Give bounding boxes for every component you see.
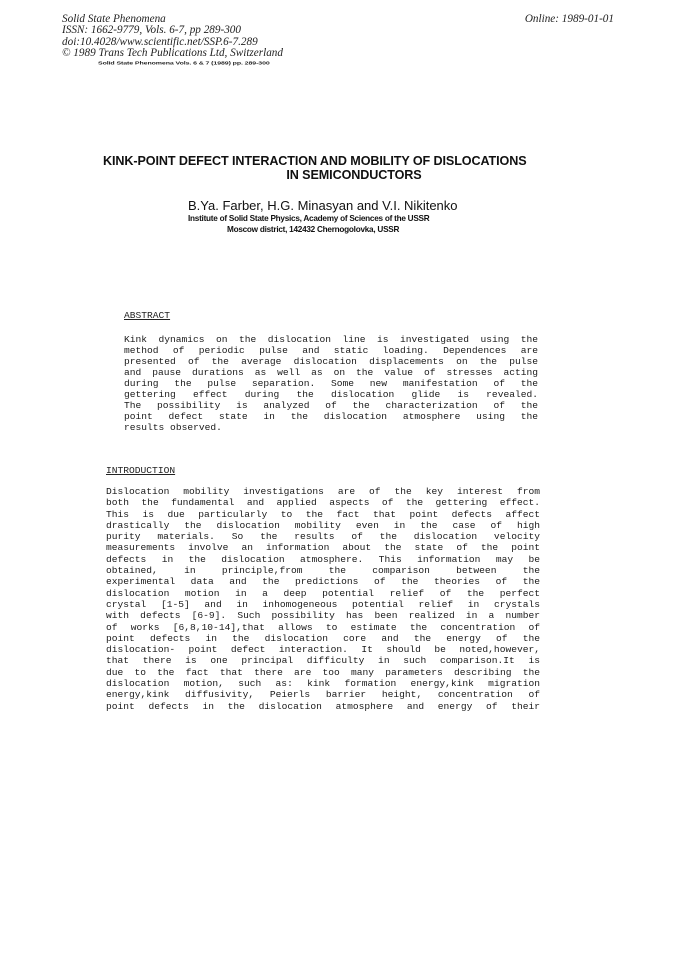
abstract-line: presented of the average dislocation displacements on the pulse: [124, 356, 538, 367]
citation-block: [62, 14, 283, 59]
intro-line: of works [6,8,10-14],that allows to estimate the concentration of: [106, 621, 540, 633]
issn-line: ISSN: 1662-9779, Vols. 6-7, pp 289-300: [62, 24, 241, 37]
abstract-line: gettering effect during the dislocation glide is revealed.: [124, 389, 538, 400]
intro-line: measurements involve an information about the state of the point: [106, 542, 540, 554]
abstract-line: during the pulse separation. Some new manifestation of the: [124, 378, 538, 389]
abstract-line: The possibility is analyzed of the characterization of the: [124, 400, 538, 411]
intro-line: drastically the dislocation mobility even in the case of high: [106, 519, 540, 531]
intro-line: obtained, in principle,from the comparison between the: [106, 565, 540, 577]
title-line-2: IN SEMICONDUCTORS: [286, 168, 422, 182]
intro-line: dislocation- point defect interaction. It should be noted,however,: [106, 644, 540, 656]
introduction-body: [106, 486, 540, 712]
intro-line: defects in the dislocation atmosphere. This information may be: [106, 553, 540, 565]
abstract-line: results observed.: [124, 422, 222, 433]
institution: Institute of Solid State Physics, Academy of Sciences of the USSR: [188, 214, 430, 223]
intro-line: experimental data and the predictions of the theories of the: [106, 576, 540, 588]
intro-line: point defects in the dislocation atmosphere and energy of their: [106, 700, 540, 712]
abstract-line: point defect state in the dislocation atmosphere using the: [124, 411, 538, 422]
intro-line: with defects [6-9]. Such possibility has been realized in a number: [106, 610, 540, 622]
intro-line: that there is one principal difficulty in such comparison.It is: [106, 655, 540, 667]
intro-line: crystal [1-5] and in inhomogeneous potential relief in crystals: [106, 598, 540, 610]
intro-line: due to the fact that there are too many parameters describing the: [106, 666, 540, 678]
intro-line: dislocation motion, such as: kink formation energy,kink migration: [106, 678, 540, 690]
intro-line: energy,kink diffusivity, Peierls barrier height, concentration of: [106, 689, 540, 701]
intro-line: both the fundamental and applied aspects of the gettering effect.: [106, 497, 540, 509]
copyright-line: © 1989 Trans Tech Publications Ltd, Switzerland: [62, 46, 283, 59]
journal-name: Solid State Phenomena: [62, 13, 166, 25]
intro-line: purity materials. So the results of the dislocation velocity: [106, 531, 540, 543]
intro-line: dislocation motion in a deep potential relief of the perfect: [106, 587, 540, 599]
scanned-journal-header: Solid State Phenomena Vols. 6 & 7 (1989) pp. 289-300: [98, 61, 270, 66]
introduction-heading: INTRODUCTION: [106, 465, 176, 476]
title-line-1: KINK-POINT DEFECT INTERACTION AND MOBILITY OF DISLOCATIONS: [103, 154, 527, 168]
abstract-line: and pause durations as well as on the value of stresses acting: [124, 367, 538, 378]
intro-line: Dislocation mobility investigations are of the key interest from: [106, 486, 540, 497]
intro-line: point defects in the dislocation core and the energy of the: [106, 632, 540, 644]
online-date: Online: 1989-01-01: [524, 13, 614, 25]
authors: B.Ya. Farber, H.G. Minasyan and V.I. Nikitenko: [188, 198, 458, 213]
intro-line: This is due particularly to the fact that point defects affect: [106, 508, 540, 520]
abstract-line: Kink dynamics on the dislocation line is investigated using the: [124, 334, 538, 345]
address: Moscow district, 142432 Chernogolovka, USSR: [227, 225, 400, 234]
abstract-line: method of periodic pulse and static loading. Dependences are: [124, 345, 538, 356]
doi-line: doi:10.4028/www.scientific.net/SSP.6-7.289: [62, 35, 258, 48]
abstract-body: [124, 334, 538, 433]
abstract-heading: ABSTRACT: [124, 310, 171, 321]
